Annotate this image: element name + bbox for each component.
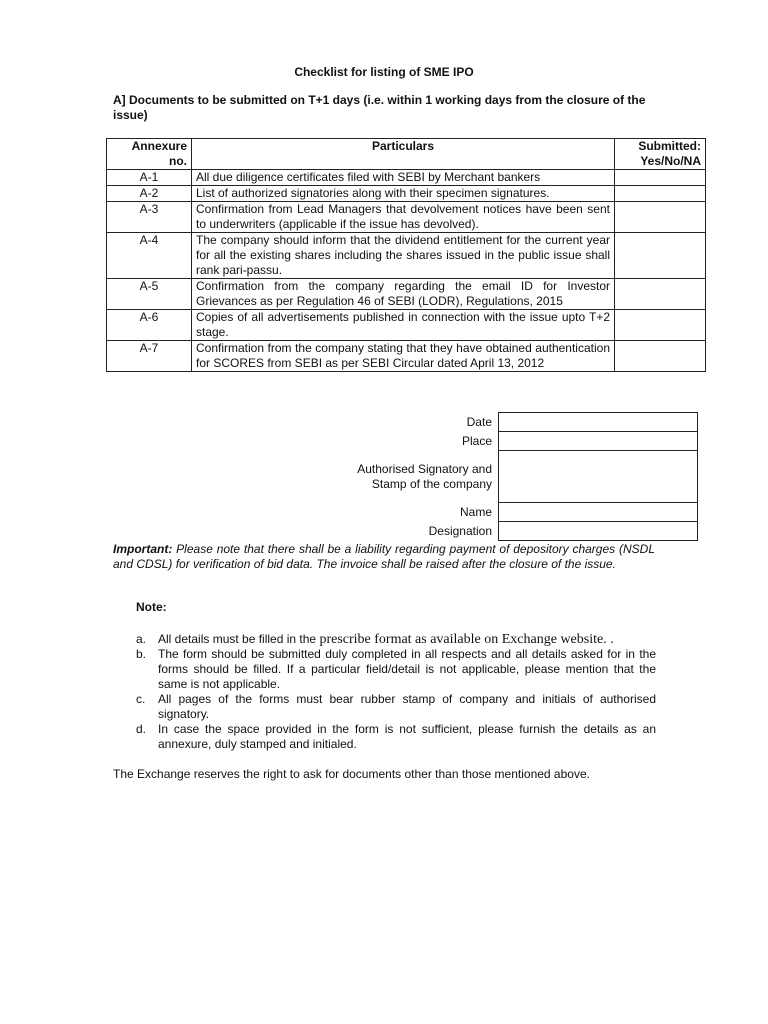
place-label: Place — [461, 433, 492, 448]
list-item — [136, 692, 656, 722]
header-particulars: Particulars — [192, 139, 615, 170]
date-label: Date — [466, 414, 492, 429]
signatory-label-line2: Stamp of the company — [371, 476, 492, 491]
checklist-table — [106, 138, 706, 372]
submitted-cell[interactable] — [615, 233, 706, 279]
submitted-cell[interactable] — [615, 341, 706, 372]
name-field[interactable] — [499, 503, 698, 522]
particulars-cell: Confirmation from Lead Managers that devolvement notices have been sent to underwriters (applicable if the issue has devolved). — [192, 202, 615, 233]
annexure-cell: A-6 — [107, 310, 192, 341]
signatory-label-line1: Authorised Signatory and — [357, 461, 492, 476]
annexure-cell: A-4 — [107, 233, 192, 279]
annexure-cell: A-7 — [107, 341, 192, 372]
designation-label: Designation — [428, 523, 492, 538]
submitted-cell[interactable] — [615, 279, 706, 310]
list-marker: d. — [136, 722, 147, 736]
note-text: All pages of the forms must bear rubber stamp of company and initials of authorised signatory. — [158, 692, 656, 721]
table-row — [107, 341, 706, 372]
table-row — [107, 310, 706, 341]
header-submitted: Submitted: Yes/No/NA — [615, 139, 706, 170]
table-row — [107, 279, 706, 310]
annexure-cell: A-5 — [107, 279, 192, 310]
table-row — [107, 233, 706, 279]
list-item — [136, 647, 656, 692]
name-label: Name — [459, 504, 492, 519]
notes-list — [136, 632, 656, 752]
note-text-serif: prescribe format as available on Exchange website. . — [319, 632, 614, 647]
table-row — [107, 186, 706, 202]
annexure-cell: A-2 — [107, 186, 192, 202]
signature-block — [300, 412, 698, 541]
submitted-cell[interactable] — [615, 186, 706, 202]
submitted-cell[interactable] — [615, 310, 706, 341]
important-notice — [113, 542, 655, 572]
list-item — [136, 722, 656, 752]
document-title: Checklist for listing of SME IPO — [294, 65, 474, 79]
particulars-cell: All due diligence certificates filed with SEBI by Merchant bankers — [192, 170, 615, 186]
closing-statement: The Exchange reserves the right to ask for documents other than those mentioned above. — [113, 767, 590, 781]
note-label: Note: — [136, 600, 167, 614]
note-text: All details must be filled in the — [158, 632, 317, 646]
note-text: The form should be submitted duly completed in all respects and all details asked for in the forms should be filled. If a particular field/detail is not applicable, please mention that the same is not applicable. — [158, 647, 656, 691]
list-marker: c. — [136, 692, 146, 706]
particulars-cell: Confirmation from the company stating that they have obtained authentication for SCORES from SEBI as per SEBI Circular dated April 13, 2012 — [192, 341, 615, 372]
table-row — [107, 170, 706, 186]
particulars-cell: List of authorized signatories along with their specimen signatures. — [192, 186, 615, 202]
note-text: In case the space provided in the form is not sufficient, please furnish the details as an annexure, duly stamped and initialed. — [158, 722, 656, 751]
table-row — [107, 202, 706, 233]
annexure-cell: A-1 — [107, 170, 192, 186]
submitted-cell[interactable] — [615, 202, 706, 233]
important-text: Please note that there shall be a liability regarding payment of depository charges (NSDL and CDSL) for verification of bid data. The invoice shall be raised after the closure of the issue. — [113, 542, 655, 571]
list-item — [136, 632, 656, 647]
particulars-cell: Confirmation from the company regarding the email ID for Investor Grievances as per Regulation 46 of SEBI (LODR), Regulations, 2015 — [192, 279, 615, 310]
table-header-row — [107, 139, 706, 170]
designation-field[interactable] — [499, 522, 698, 541]
particulars-cell: Copies of all advertisements published in connection with the issue upto T+2 stage. — [192, 310, 615, 341]
annexure-cell: A-3 — [107, 202, 192, 233]
list-marker: b. — [136, 647, 147, 661]
important-label: Important: — [113, 542, 173, 556]
header-annexure: Annexure no. — [107, 139, 192, 170]
signatory-label — [300, 451, 499, 503]
submitted-cell[interactable] — [615, 170, 706, 186]
signature-stamp-field[interactable] — [499, 451, 698, 503]
particulars-cell: The company should inform that the dividend entitlement for the current year for all the existing shares including the shares issued in the public issue shall rank pari-passu. — [192, 233, 615, 279]
list-marker: a. — [136, 632, 147, 646]
section-heading: A] Documents to be submitted on T+1 days (i.e. within 1 working days from the closure of the issue) — [113, 93, 646, 122]
date-field[interactable] — [499, 413, 698, 432]
place-field[interactable] — [499, 432, 698, 451]
